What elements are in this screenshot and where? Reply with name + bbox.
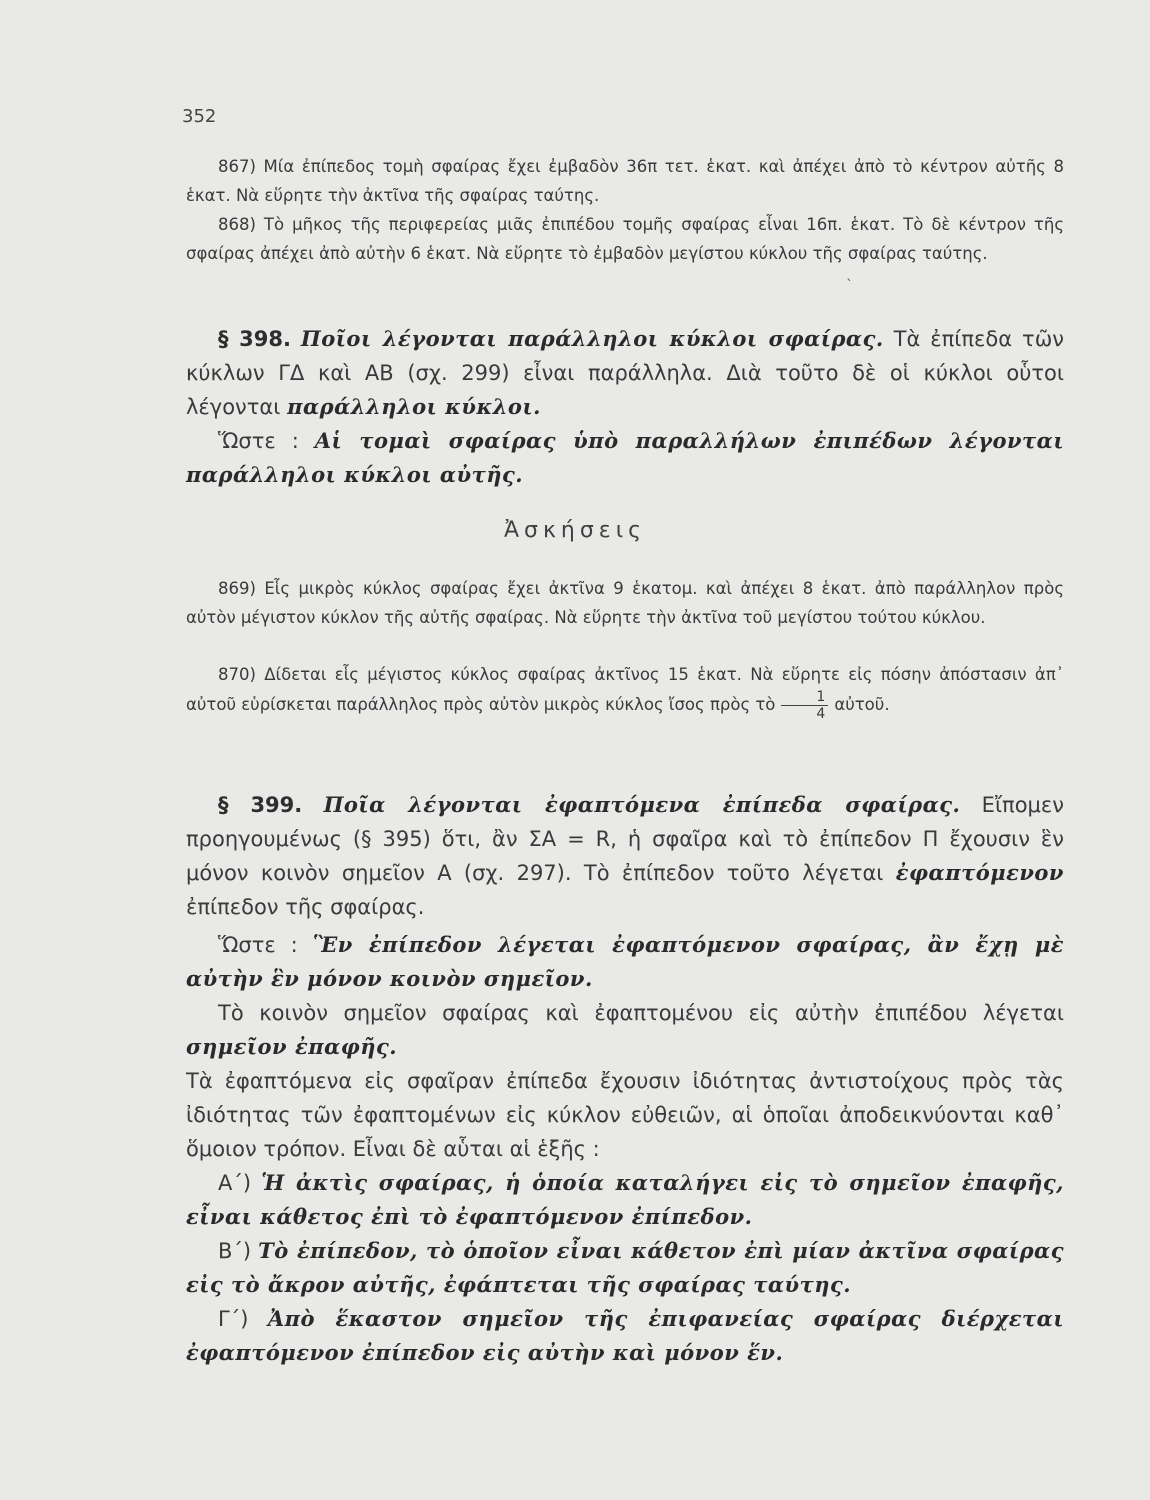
property-b bbox=[186, 1234, 1064, 1302]
property-c-label: Γ΄) bbox=[218, 1307, 249, 1331]
property-c bbox=[186, 1302, 1064, 1370]
section-398-hoste: Ὥστε : bbox=[218, 429, 299, 453]
section-399-rule: Ἓν ἐπίπεδον λέγεται ἐφαπτόμενον σφαίρας, ἂν ἔχῃ μὲ αὐτὴν ἓν μόνον κοινὸν σημεῖον. bbox=[186, 932, 1064, 991]
section-399-rule-paragraph bbox=[186, 928, 1064, 996]
property-c-text: Ἀπὸ ἕκαστον σημεῖον τῆς ἐπιφανείας σφαίρας διέρχεται ἐφαπτόμενον ἐπίπεδον εἰς αὐτὴν καὶ μόνον ἕν. bbox=[186, 1306, 1064, 1365]
fraction-numerator: 1 bbox=[781, 689, 828, 706]
exercise-870-tail: αὐτοῦ. bbox=[834, 695, 890, 714]
exercises-heading: Ἀσκήσεις bbox=[503, 518, 647, 543]
exercise-868: 868) Τὸ μῆκος τῆς περιφερείας μιᾶς ἐπιπέδου τομῆς σφαίρας εἶναι 16π. ἑκατ. Τὸ δὲ κέντρον τῆς σφαίρας ἀπέχει ἀπὸ αὐτὴν 6 ἑκατ. Νὰ εὕρητε τὸ ἐμβαδὸν μεγίστου κύκλου τῆς σφαίρας ταύτης. bbox=[186, 215, 1064, 263]
fraction-denominator: 4 bbox=[816, 706, 826, 722]
section-398-title: Ποῖοι λέγονται παράλληλοι κύκλοι σφαίρας. bbox=[300, 326, 884, 351]
property-a-text: Ἡ ἀκτὶς σφαίρας, ἡ ὁποία καταλήγει εἰς τὸ σημεῖον ἐπαφῆς, εἶναι κάθετος ἐπὶ τὸ ἐφαπτόμενον ἐπίπεδον. bbox=[186, 1170, 1064, 1229]
fraction-one-quarter bbox=[781, 689, 828, 722]
property-a bbox=[186, 1166, 1064, 1234]
page-number: 352 bbox=[182, 106, 217, 127]
section-398 bbox=[186, 322, 1064, 424]
contact-point-term: σημεῖον ἐπαφῆς. bbox=[186, 1034, 398, 1059]
properties-paragraph: Τὰ ἐφαπτόμενα εἰς σφαῖραν ἐπίπεδα ἔχουσιν ἰδιότητας ἀντιστοίχους πρὸς τὰς ἰδιότητας τῶν ἐφαπτομένων εἰς κύκλον εὐθειῶν, αἱ ὁποῖαι ἀποδεικνύονται καθ᾽ ὅμοιον τρόπον. Εἶναι δὲ αὗται αἱ ἑξῆς : bbox=[186, 1069, 1064, 1161]
section-398-term: παράλληλοι κύκλοι. bbox=[287, 394, 541, 419]
stray-mark: ` bbox=[846, 278, 853, 294]
section-398-rule-paragraph bbox=[186, 424, 1064, 492]
section-399-title: Ποῖα λέγονται ἐφαπτόμενα ἐπίπεδα σφαίρας. bbox=[323, 792, 961, 817]
exercise-867: 867) Μία ἐπίπεδος τομὴ σφαίρας ἔχει ἐμβαδὸν 36π τετ. ἑκατ. καὶ ἀπέχει ἀπὸ τὸ κέντρον αὐτῆς 8 ἑκατ. Νὰ εὕρητε τὴν ἀκτῖνα τῆς σφαίρας ταύτης. bbox=[186, 157, 1064, 205]
section-399-number: § 399. bbox=[218, 793, 303, 817]
section-398-text: Τὰ ἐπίπεδα τῶν κύκλων ΓΔ καὶ ΑΒ (σχ. 299) εἶναι παράλληλα. Διὰ τοῦτο δὲ οἱ κύκλοι οὗτοι λέγονται bbox=[186, 327, 1065, 419]
section-399-text: Εἴπομεν προηγουμένως (§ 395) ὅτι, ἂν ΣΑ = R, ἡ σφαῖρα καὶ τὸ ἐπίπεδον Π ἔχουσιν ἓν μόνον κοινὸν σημεῖον Α (σχ. 297). Τὸ ἐπίπεδον τοῦτο λέγεται bbox=[186, 793, 1064, 885]
exercise-869: 869) Εἷς μικρὸς κύκλος σφαίρας ἔχει ἀκτῖνα 9 ἑκατομ. καὶ ἀπέχει 8 ἑκατ. ἀπὸ παράλληλον πρὸς αὐτὸν μέγιστον κύκλον τῆς αὐτῆς σφαίρας. Νὰ εὕρητε τὴν ἀκτῖνα τοῦ μεγίστου τούτου κύκλου. bbox=[186, 579, 1064, 627]
section-399 bbox=[186, 788, 1064, 924]
property-a-label: Α΄) bbox=[218, 1171, 252, 1195]
exercise-870 bbox=[186, 660, 1064, 722]
property-b-label: Β΄) bbox=[218, 1239, 252, 1263]
section-399-text-end: ἐπίπεδον τῆς σφαίρας. bbox=[186, 895, 425, 919]
exercise-870-text: 870) Δίδεται εἷς μέγιστος κύκλος σφαίρας ἀκτῖνος 15 ἑκατ. Νὰ εὕρητε εἰς πόσην ἀπόστασιν ἀπ᾽ αὐτοῦ εὑρίσκεται παράλληλος πρὸς αὐτὸν μικρὸς κύκλος ἴσος πρὸς τὸ bbox=[186, 665, 1064, 714]
contact-point-paragraph bbox=[186, 996, 1064, 1064]
section-399-term: ἐφαπτόμενον bbox=[895, 860, 1064, 885]
property-b-text: Τὸ ἐπίπεδον, τὸ ὁποῖον εἶναι κάθετον ἐπὶ μίαν ἀκτῖνα σφαίρας εἰς τὸ ἄκρον αὐτῆς, ἐφάπτεται τῆς σφαίρας ταύτης. bbox=[186, 1238, 1064, 1297]
section-398-number: § 398. bbox=[218, 327, 291, 351]
section-398-rule: Αἱ τομαὶ σφαίρας ὑπὸ παραλλήλων ἐπιπέδων λέγονται παράλληλοι κύκλοι αὐτῆς. bbox=[186, 428, 1064, 487]
section-399-hoste: Ὥστε : bbox=[218, 933, 298, 957]
contact-point-text: Τὸ κοινὸν σημεῖον σφαίρας καὶ ἐφαπτομένου εἰς αὐτὴν ἐπιπέδου λέγεται bbox=[218, 1001, 1064, 1025]
